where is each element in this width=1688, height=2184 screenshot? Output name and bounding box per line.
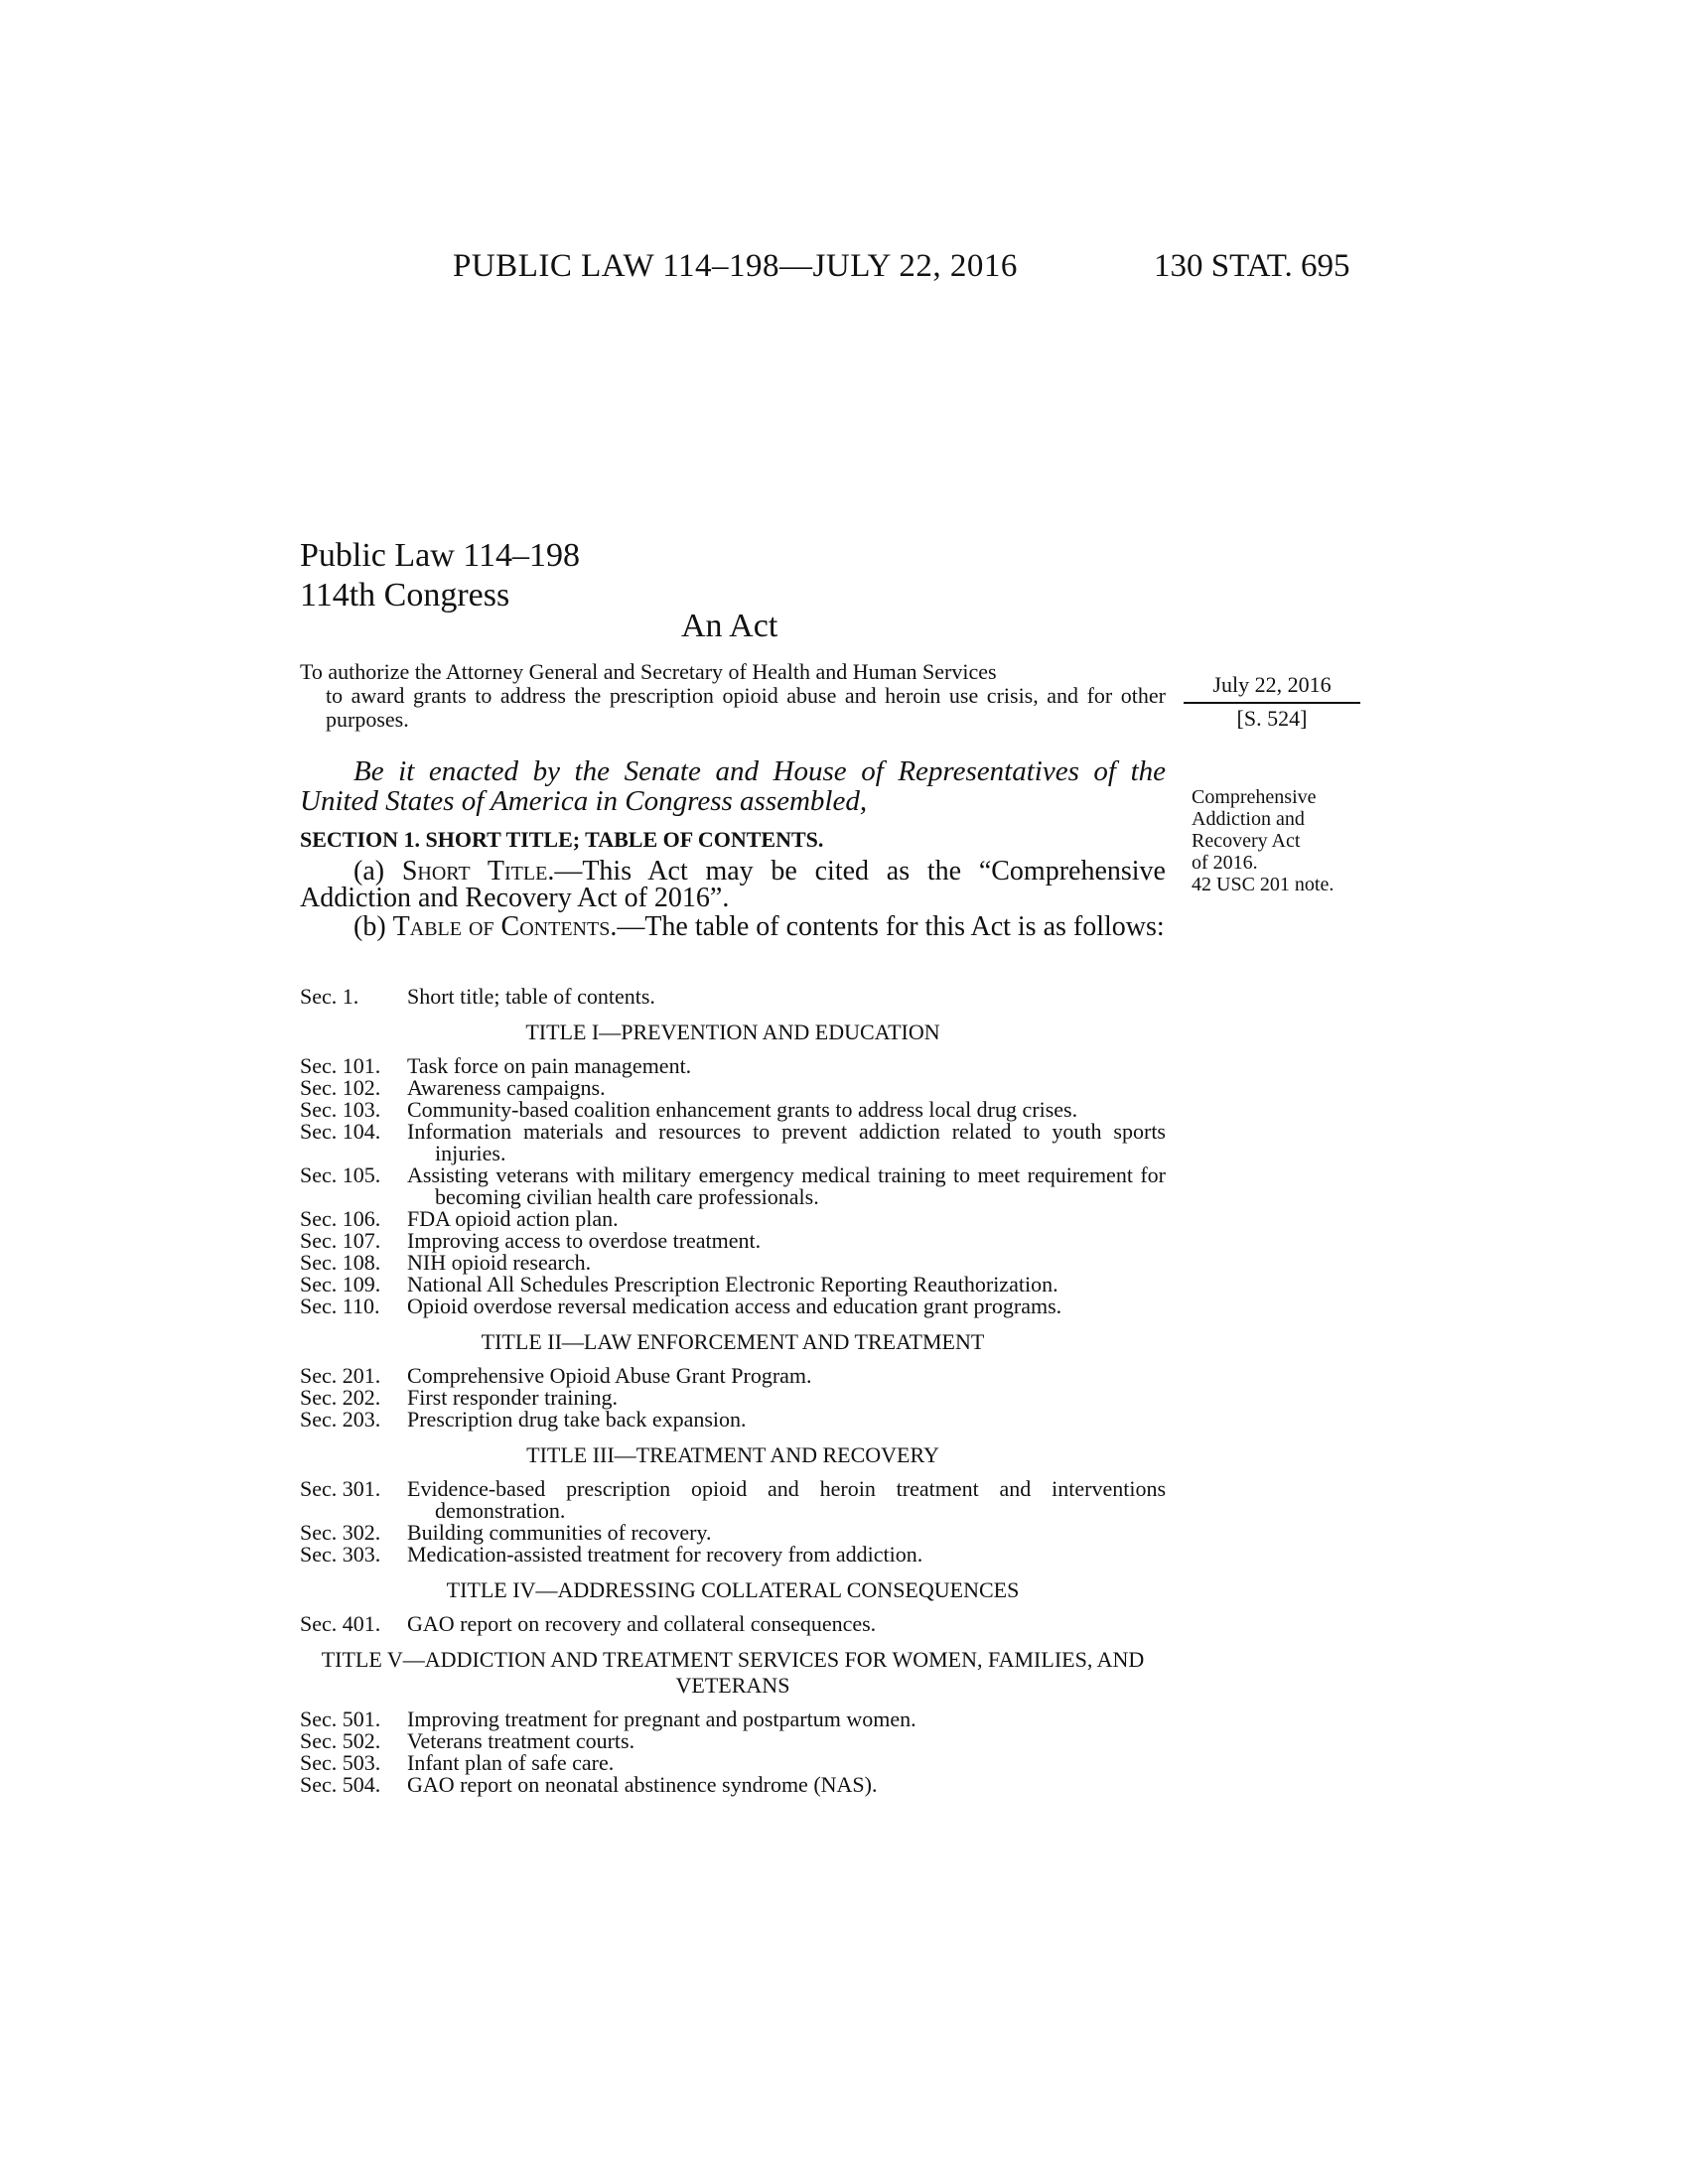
purpose-clause <box>300 660 1166 732</box>
toc-section-title: Comprehensive Opioid Abuse Grant Program. <box>407 1363 812 1388</box>
enactment-date: July 22, 2016 <box>1212 672 1332 697</box>
paragraph-caption: Short Title <box>401 856 548 887</box>
public-law-number: Public Law 114–198 <box>300 537 581 574</box>
toc-section-title: NIH opioid research. <box>407 1250 592 1275</box>
toc-entry <box>300 1544 1166 1566</box>
toc-title-heading: TITLE V—ADDICTION AND TREATMENT SERVICES FOR WOMEN, FAMILIES, AND VETERANS <box>321 1647 1145 1698</box>
toc-entry <box>300 1613 1166 1635</box>
toc-entry <box>300 1708 1166 1730</box>
toc-section-number: Sec. 102. <box>300 1075 381 1100</box>
toc-title-heading: TITLE III—TREATMENT AND RECOVERY <box>526 1442 939 1467</box>
toc-intro-paragraph <box>300 913 1166 940</box>
toc-section-number: Sec. 401. <box>300 1611 381 1636</box>
toc-entry <box>300 1774 1166 1796</box>
toc-section-title: Information materials and resources to prevent addiction related to youth sports injuries. <box>407 1119 1166 1165</box>
toc-section-title: Assisting veterans with military emergency medical training to meet requirement for becoming civilian health care professionals. <box>407 1162 1166 1209</box>
toc-section-number: Sec. 201. <box>300 1363 381 1388</box>
toc-section-title: Evidence-based prescription opioid and heroin treatment and interventions demonstration. <box>407 1476 1166 1523</box>
toc-entry <box>300 1478 1166 1522</box>
toc-entry <box>300 1274 1166 1296</box>
toc-section-number: Sec. 1. <box>300 984 359 1009</box>
running-head: PUBLIC LAW 114–198—JULY 22, 2016 <box>453 248 1018 284</box>
short-title-paragraph <box>300 858 1166 911</box>
margin-note-line: Comprehensive <box>1192 786 1317 808</box>
section-heading: SECTION 1. SHORT TITLE; TABLE OF CONTENTS. <box>300 827 824 852</box>
toc-section-title: Veterans treatment courts. <box>407 1728 635 1753</box>
margin-note-line: 42 USC 201 note. <box>1192 874 1335 895</box>
toc-section-number: Sec. 110. <box>300 1294 380 1318</box>
toc-entry <box>300 1522 1166 1544</box>
paragraph-text: .—This Act may be cited as the “Comprehensive Addiction and Recovery Act of 2016”. <box>300 856 1166 913</box>
toc-section-number: Sec. 101. <box>300 1053 381 1078</box>
toc-entry <box>300 1099 1166 1121</box>
toc-section-number: Sec. 502. <box>300 1728 381 1753</box>
toc-section-number: Sec. 103. <box>300 1097 381 1122</box>
margin-note-line: Addiction and <box>1192 808 1305 830</box>
toc-section-number: Sec. 302. <box>300 1520 381 1545</box>
paragraph-text: .—The table of contents for this Act is as follows: <box>610 911 1165 942</box>
toc-entry <box>300 1121 1166 1164</box>
toc-section-title: Medication-assisted treatment for recovery from addiction. <box>407 1542 923 1567</box>
toc-titles <box>300 1008 1166 1796</box>
toc-section-title: Infant plan of safe care. <box>407 1750 615 1775</box>
toc-section-title: GAO report on recovery and collateral consequences. <box>407 1611 877 1636</box>
toc-entry <box>300 1387 1166 1409</box>
toc-section-title: First responder training. <box>407 1385 619 1410</box>
toc-section-title: GAO report on neonatal abstinence syndrome (NAS). <box>407 1772 878 1797</box>
toc-section-title: FDA opioid action plan. <box>407 1206 619 1231</box>
toc-section-title: Task force on pain management. <box>407 1053 692 1078</box>
toc-section-title: National All Schedules Prescription Electronic Reporting Reauthorization. <box>407 1272 1058 1297</box>
paragraph-caption: Table of Contents <box>392 911 611 942</box>
toc-entry <box>300 1752 1166 1774</box>
toc-section-number: Sec. 503. <box>300 1750 381 1775</box>
toc-section-title: Short title; table of contents. <box>407 984 655 1009</box>
toc-title-heading: TITLE IV—ADDRESSING COLLATERAL CONSEQUENCES <box>446 1577 1020 1602</box>
toc-section-title: Community-based coalition enhancement grants to address local drug crises. <box>407 1097 1078 1122</box>
toc-entry <box>300 986 1166 1008</box>
toc-section-number: Sec. 501. <box>300 1706 381 1731</box>
toc-section-number: Sec. 301. <box>300 1476 381 1501</box>
toc-title-heading: TITLE I—PREVENTION AND EDUCATION <box>525 1020 940 1044</box>
law-designation <box>300 536 580 615</box>
table-of-contents <box>300 986 1166 1796</box>
purpose-continuation: to award grants to address the prescription opioid abuse and heroin use crisis, and for other purposes. <box>326 683 1166 732</box>
purpose-first-line: To authorize the Attorney General and Secretary of Health and Human Services <box>300 659 997 684</box>
toc-section-title: Opioid overdose reversal medication access and education grant programs. <box>407 1294 1062 1318</box>
margin-note-line: Recovery Act <box>1192 830 1301 852</box>
toc-entry <box>300 1164 1166 1208</box>
toc-section-number: Sec. 109. <box>300 1272 381 1297</box>
toc-entry <box>300 1409 1166 1431</box>
toc-title-heading: TITLE II—LAW ENFORCEMENT AND TREATMENT <box>481 1329 985 1354</box>
toc-entry <box>300 1077 1166 1099</box>
margin-note-line: of 2016. <box>1192 852 1258 874</box>
paragraph-designator: (b) <box>353 911 393 942</box>
toc-entry <box>300 1230 1166 1252</box>
paragraph-designator: (a) <box>353 856 402 887</box>
toc-section-title: Prescription drug take back expansion. <box>407 1407 747 1432</box>
toc-section-number: Sec. 104. <box>300 1119 381 1144</box>
toc-section-title: Building communities of recovery. <box>407 1520 712 1545</box>
congress-number: 114th Congress <box>300 577 510 614</box>
toc-entry <box>300 1055 1166 1077</box>
toc-section-number: Sec. 504. <box>300 1772 381 1797</box>
toc-section-title: Improving access to overdose treatment. <box>407 1228 762 1253</box>
enacting-clause: Be it enacted by the Senate and House of Representatives of the United States of America in Congress assembled, <box>300 755 1166 817</box>
toc-section-number: Sec. 106. <box>300 1206 381 1231</box>
toc-section-number: Sec. 105. <box>300 1162 381 1187</box>
toc-section-number: Sec. 303. <box>300 1542 381 1567</box>
toc-section-number: Sec. 202. <box>300 1385 381 1410</box>
toc-section-number: Sec. 107. <box>300 1228 381 1253</box>
toc-section-title: Awareness campaigns. <box>407 1075 606 1100</box>
bill-number: [S. 524] <box>1236 706 1308 731</box>
toc-entry <box>300 1252 1166 1274</box>
margin-date-block <box>1184 670 1360 734</box>
toc-entry <box>300 1365 1166 1387</box>
toc-section-number: Sec. 203. <box>300 1407 381 1432</box>
margin-note <box>1192 786 1390 895</box>
statute-page-number: 130 STAT. 695 <box>1154 248 1350 284</box>
act-heading: An Act <box>681 608 778 644</box>
toc-entry <box>300 1296 1166 1317</box>
toc-entry <box>300 1208 1166 1230</box>
toc-entry <box>300 1730 1166 1752</box>
toc-section-number: Sec. 108. <box>300 1250 381 1275</box>
toc-section-title: Improving treatment for pregnant and postpartum women. <box>407 1706 916 1731</box>
